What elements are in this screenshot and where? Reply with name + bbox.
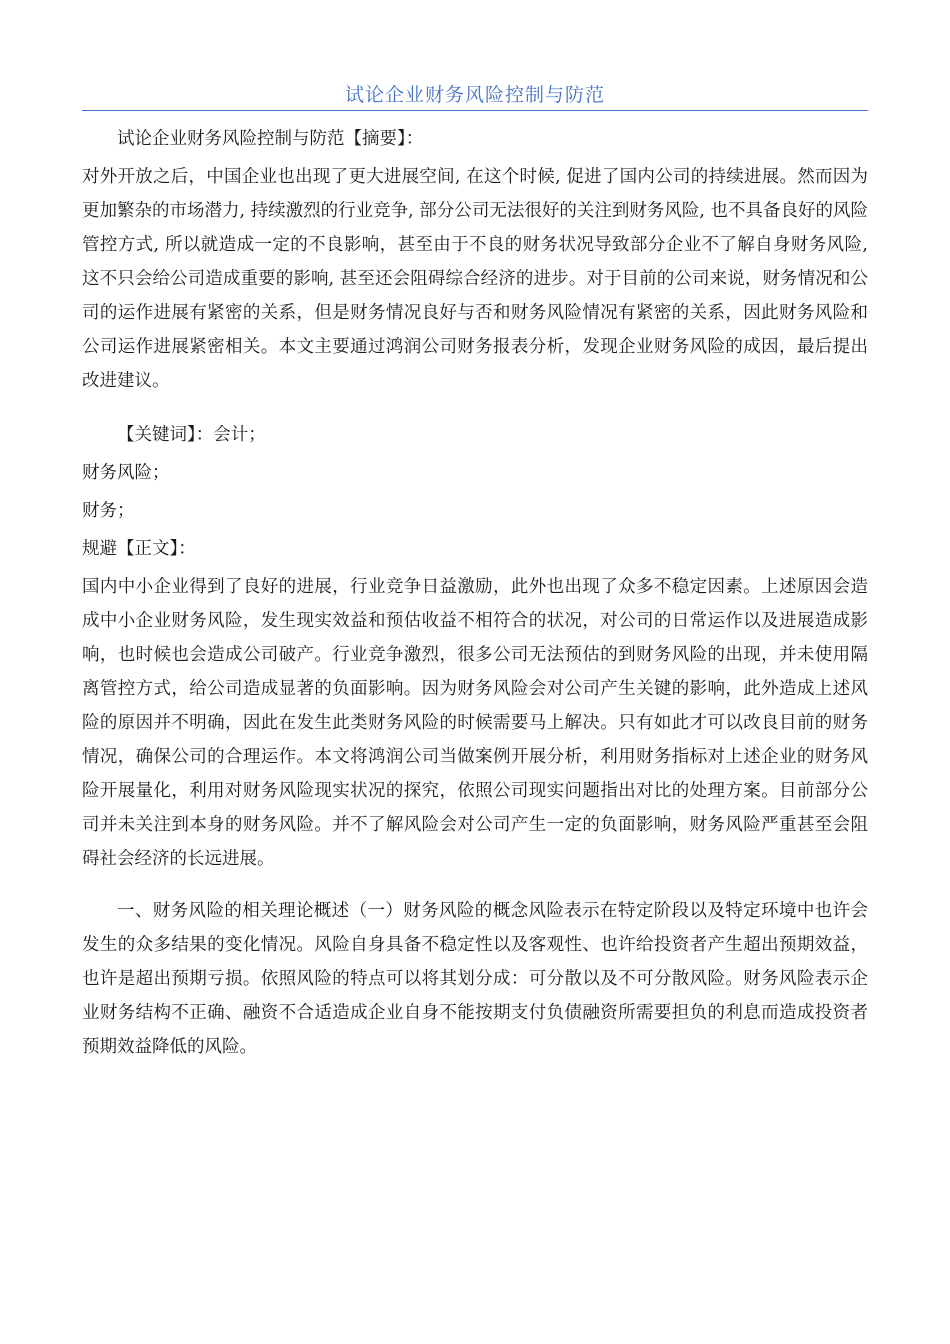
keyword-financial-risk: 财务风险； [82, 463, 170, 483]
body-paragraph-2: 一、财务风险的相关理论概述（一）财务风险的概念风险表示在特定阶段以及特定环境中也许会发生的众多结果的变化情况。风险自身具备不稳定性以及客观性、也许给投资者产生超出预期效益，也许是超出预期亏损。依照风险的特点可以将其划分成：可分散以及不可分散风险。财务风险表示企业财务结构不正确、融资不合适造成企业自身不能按期支付负债融资所需要担负的利息而造成投资者预期效益降低的风险。 [82, 901, 868, 1057]
abstract-paragraph: 对外开放之后，中国企业也出现了更大进展空间, 在这个时候, 促进了国内公司的持续进展。然而因为更加繁杂的市场潜力, 持续激烈的行业竞争, 部分公司无法很好的关注到财务风险, 也不具备良好的风险管控方式, 所以就造成一定的不良影响，甚至由于不良的财务状况导致部分企业不了解自身财务风险, 这不只会给公司造成重要的影响, 甚至还会阻碍综合经济的进步。对于目前的公司来说，财务情况和公司的运作进展有紧密的关系，但是财务情况良好与否和财务风险情况有紧密的关系，因此财务风险和公司运作进展紧密相关。本文主要通过鸿润公司财务报表分析，发现企业财务风险的成因，最后提出改进建议。 [82, 167, 868, 391]
document-body [82, 122, 868, 1064]
keyword-finance: 财务； [82, 501, 135, 521]
page-header [82, 80, 868, 111]
keyword-avoid-body-heading: 规避【正文】： [82, 539, 196, 559]
body-paragraph-1: 国内中小企业得到了良好的进展，行业竞争日益激励，此外也出现了众多不稳定因素。上述原因会造成中小企业财务风险，发生现实效益和预估收益不相符合的状况，对公司的日常运作以及进展造成影响，也时候也会造成公司破产。行业竞争激烈，很多公司无法预估的到财务风险的出现，并未使用隔离管控方式，给公司造成显著的负面影响。因为财务风险会对公司产生关键的影响，此外造成上述风险的原因并不明确，因此在发生此类财务风险的时候需要马上解决。只有如此才可以改良目前的财务情况，确保公司的合理运作。本文将鸿润公司当做案例开展分析，利用财务指标对上述企业的财务风险开展量化，利用对财务风险现实状况的探究，依照公司现实问题指出对比的处理方案。目前部分公司并未关注到本身的财务风险。并不了解风险会对公司产生一定的负面影响，财务风险严重甚至会阻碍社会经济的长远进展。 [82, 577, 868, 869]
keywords-line: 【关键词】：会计； [117, 425, 266, 445]
header-title: 试论企业财务风险控制与防范 [344, 84, 605, 106]
abstract-heading: 试论企业财务风险控制与防范【摘要】： [117, 129, 424, 149]
